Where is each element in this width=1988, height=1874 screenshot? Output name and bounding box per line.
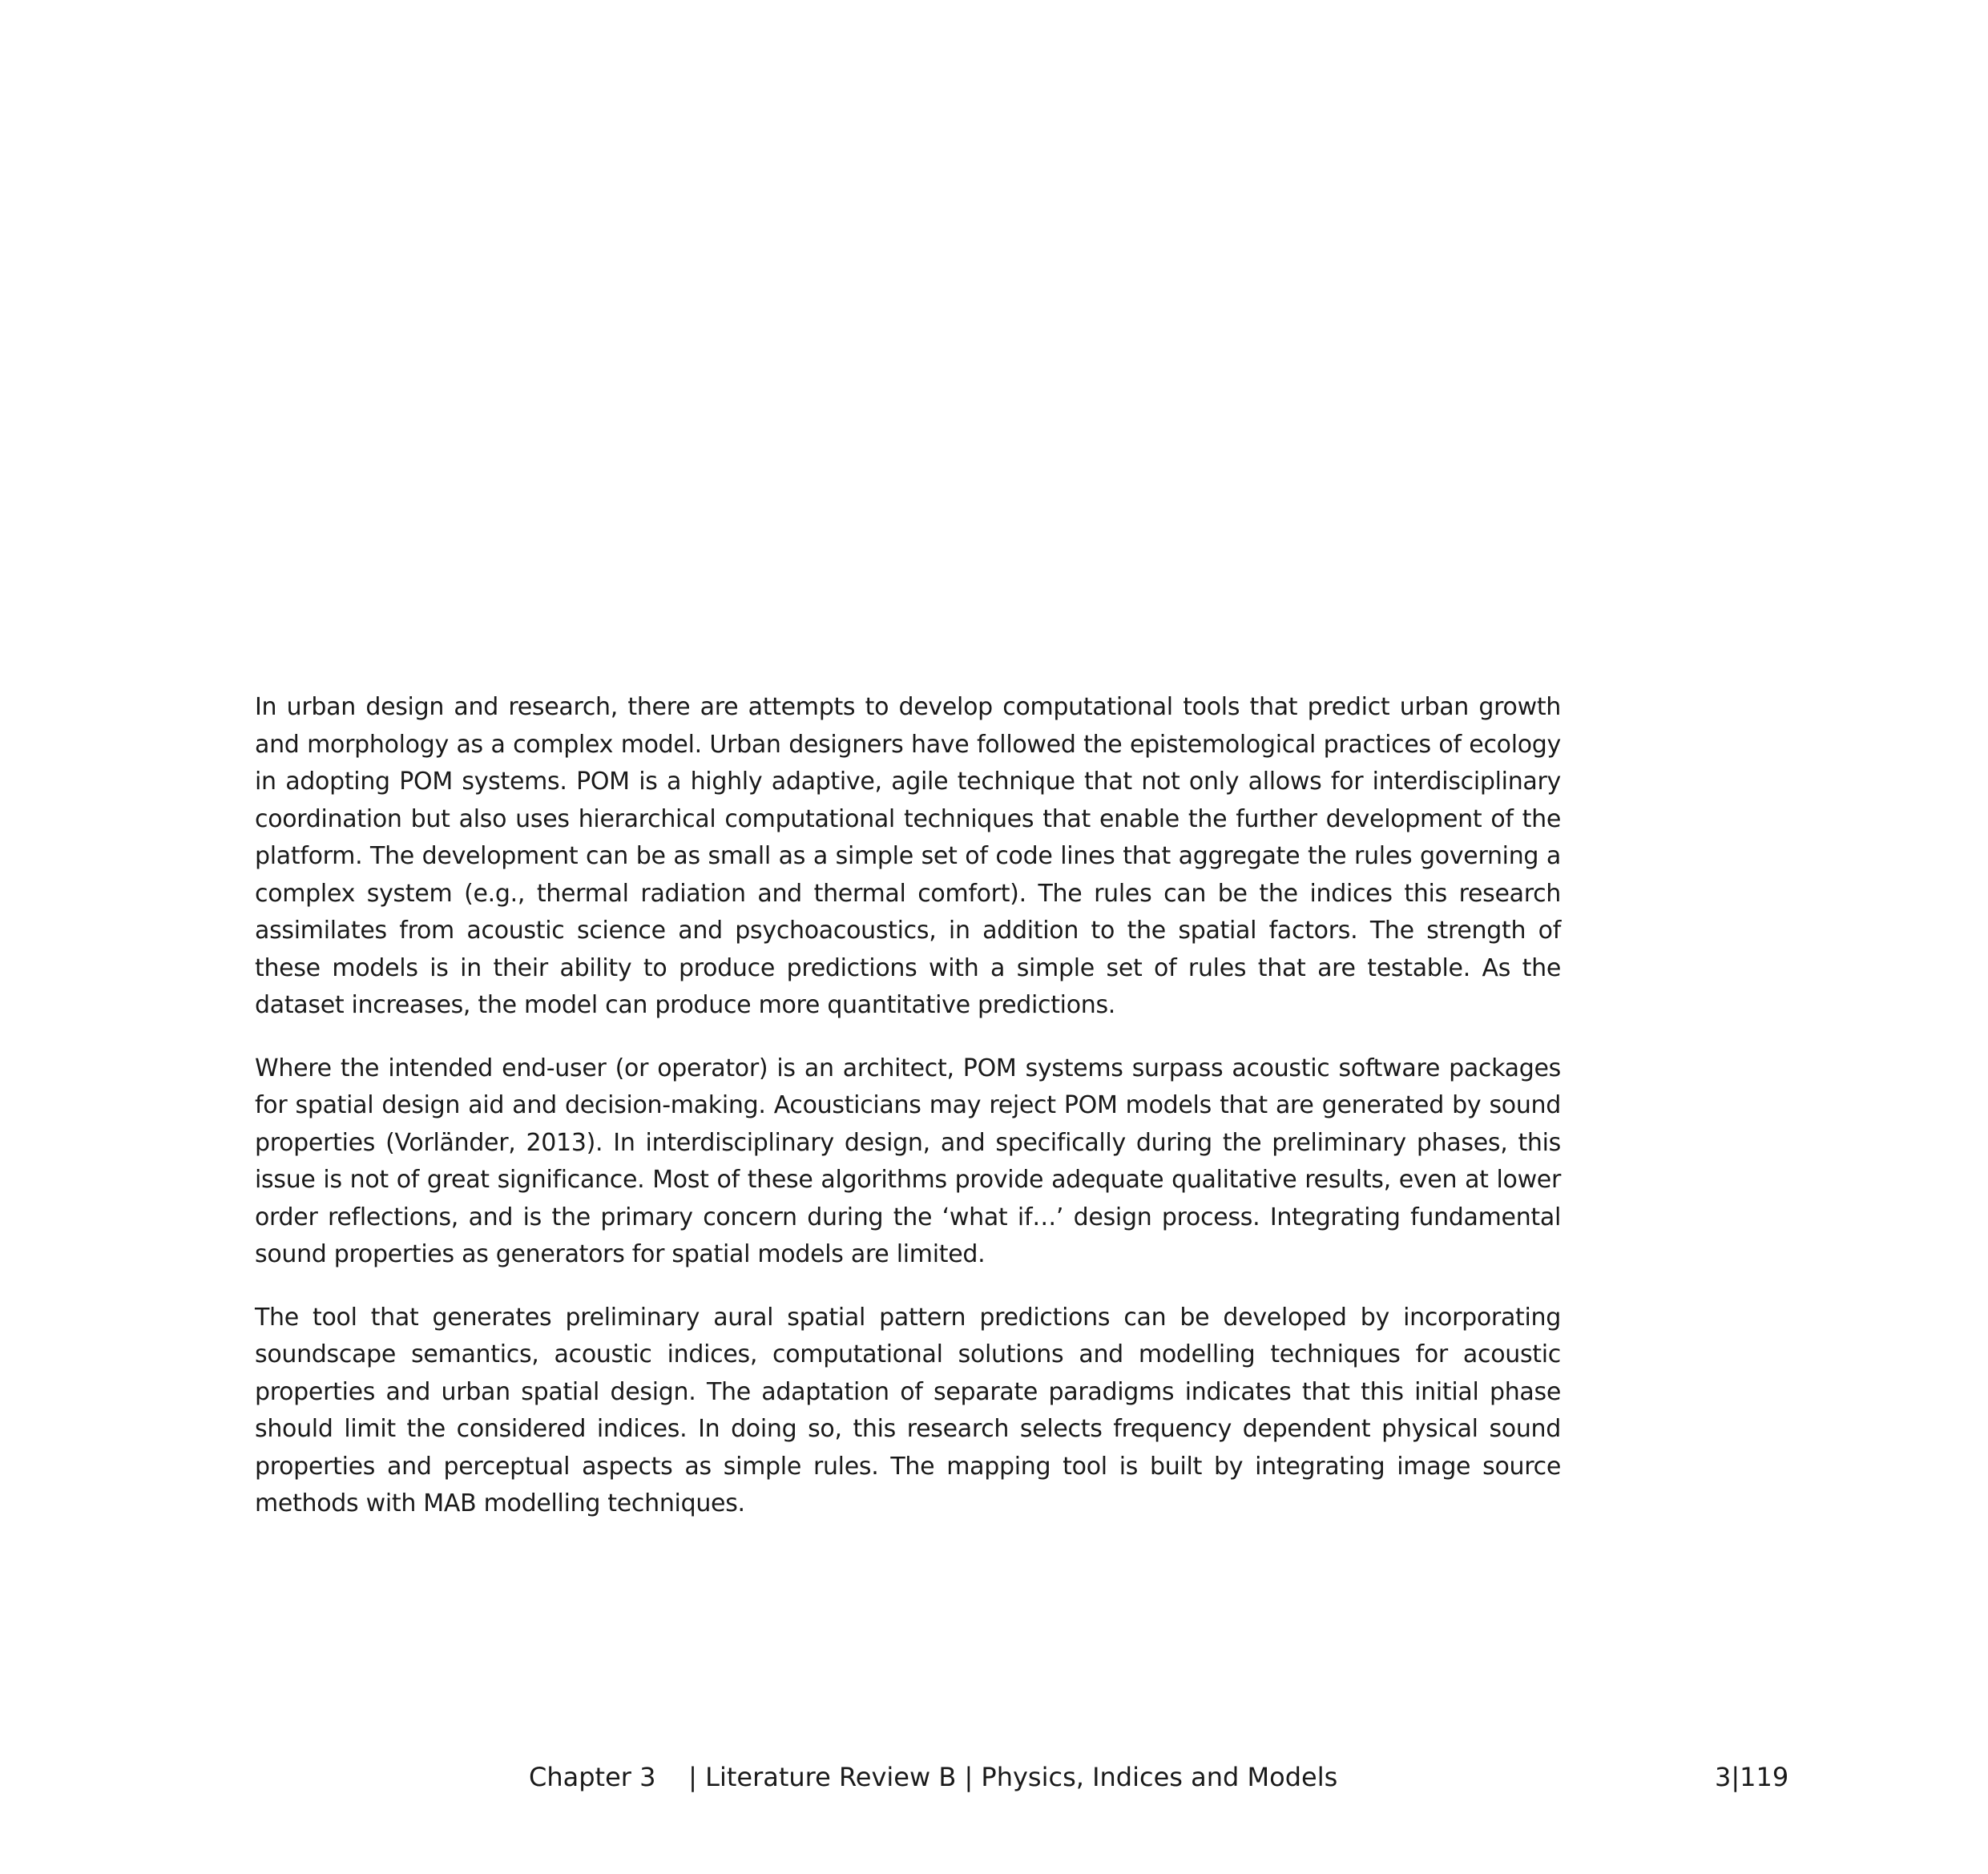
- paragraph-mapping-tool: The tool that generates preliminary aural spatial pattern predictions can be developed by incorporating soundscape semantics, acoustic indices, computational solutions and modelling techniques for acoustic properties and urban spatial design. The adaptation of separate paradigms indicates that this initial phase should limit the considered indices. In doing so, this research selects frequency dependent physical sound properties and perceptual aspects as simple rules. The mapping tool is built by integrating image source methods with MAB modelling techniques.: [255, 1303, 1561, 1517]
- paragraph-pom-systems: In urban design and research, there are attempts to develop computational tools that predict urban growth and morphology as a complex model. Urban designers have followed the epistemological practices of ecology in adopting POM systems. POM is a highly adaptive, agile technique that not only allows for interdisciplinary coordination but also uses hierarchical computational techniques that enable the further development of the platform. The development can be as small as a simple set of code lines that aggregate the rules governing a complex system (e.g., thermal radiation and thermal comfort). The rules can be the indices this research assimilates from acoustic science and psychoacoustics, in addition to the spatial factors. The strength of these models is in their ability to produce predictions with a simple set of rules that are testable. As the dataset increases, the model can produce more quantitative predictions.: [255, 693, 1561, 1019]
- page-footer: [0, 1759, 1988, 1795]
- page-number: 3|119: [1715, 1762, 1789, 1792]
- main-text: [255, 689, 1561, 1549]
- running-header: Chapter 3 | Literature Review B | Physics, Indices and Models: [529, 1762, 1338, 1792]
- paragraph-end-user: Where the intended end-user (or operator) is an architect, POM systems surpass acoustic software packages for spatial design aid and decision-making. Acousticians may reject POM models that are generated by sound properties (Vorländer, 2013). In interdisciplinary design, and specifically during the preliminary phases, this issue is not of great significance. Most of these algorithms provide adequate qualitative results, even at lower order reflections, and is the primary concern during the ‘what if…’ design process. Integrating fundamental sound properties as generators for spatial models are limited.: [255, 1054, 1561, 1268]
